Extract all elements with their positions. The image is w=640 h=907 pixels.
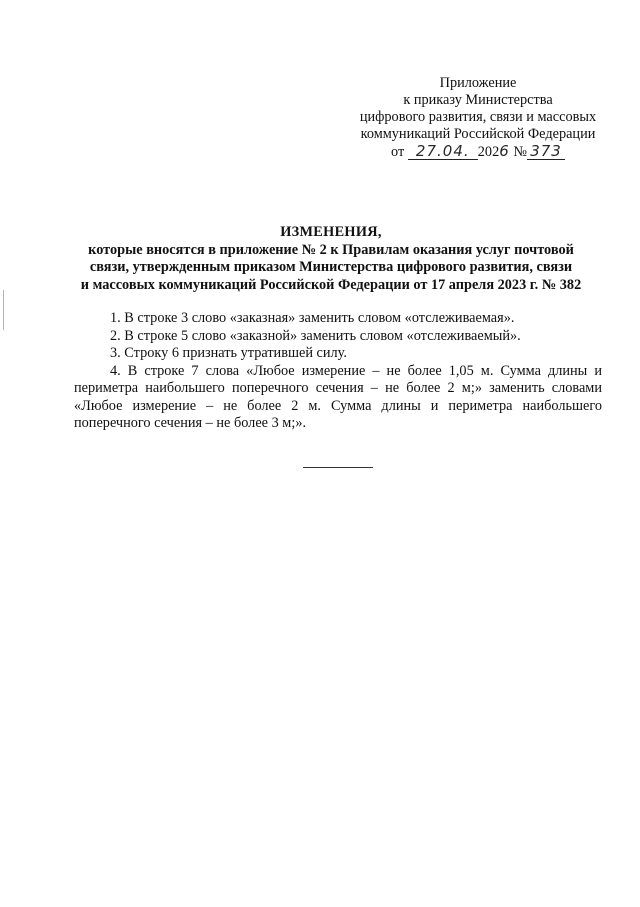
change-item: 2. В строке 5 слово «заказной» заменить словом «отслеживаемый». [110, 327, 521, 344]
date-prefix: от [390, 144, 405, 160]
closing-separator-line [303, 467, 373, 468]
document-title [60, 224, 602, 294]
change-item: 4. В строке 7 слова «Любое измерение – не более 1,05 м. Сумма длины и периметра наибольшего поперечного сечения – не более 2 м;» заменить словами «Любое измерение – не более 2 м. Сумма длины и периметра наибольшего поперечного сечения – не более 3 м;». [74, 362, 602, 431]
appendix-line: к приказу Министерства [403, 92, 553, 108]
appendix-line: цифрового развития, связи и массовых [359, 109, 597, 125]
scan-edge-mark [3, 290, 4, 330]
appendix-header [340, 75, 616, 161]
title-subtitle-line: и массовых коммуникаций Российской Федерации от 17 апреля 2023 г. № 382 [80, 276, 582, 293]
handwritten-date: 27.04. [408, 144, 478, 160]
number-sign: № [513, 144, 528, 160]
handwritten-year-digit: 6 [499, 142, 510, 160]
appendix-line: коммуникаций Российской Федерации [360, 126, 596, 142]
title-heading: ИЗМЕНЕНИЯ, [280, 224, 382, 240]
change-item: 1. В строке 3 слово «заказная» заменить словом «отслеживаемая». [110, 310, 515, 326]
change-item: 3. Строку 6 признать утратившей силу. [110, 345, 347, 361]
document-body [74, 310, 602, 433]
appendix-line: Приложение [439, 75, 517, 91]
order-date-line [340, 143, 616, 161]
year-prefix: 202 [477, 144, 500, 160]
title-subtitle-line: которые вносятся в приложение № 2 к Правилам оказания услуг почтовой [88, 241, 574, 258]
title-subtitle-line: связи, утвержденным приказом Министерства цифрового развития, связи [89, 259, 573, 275]
handwritten-order-number: 373 [527, 144, 565, 160]
